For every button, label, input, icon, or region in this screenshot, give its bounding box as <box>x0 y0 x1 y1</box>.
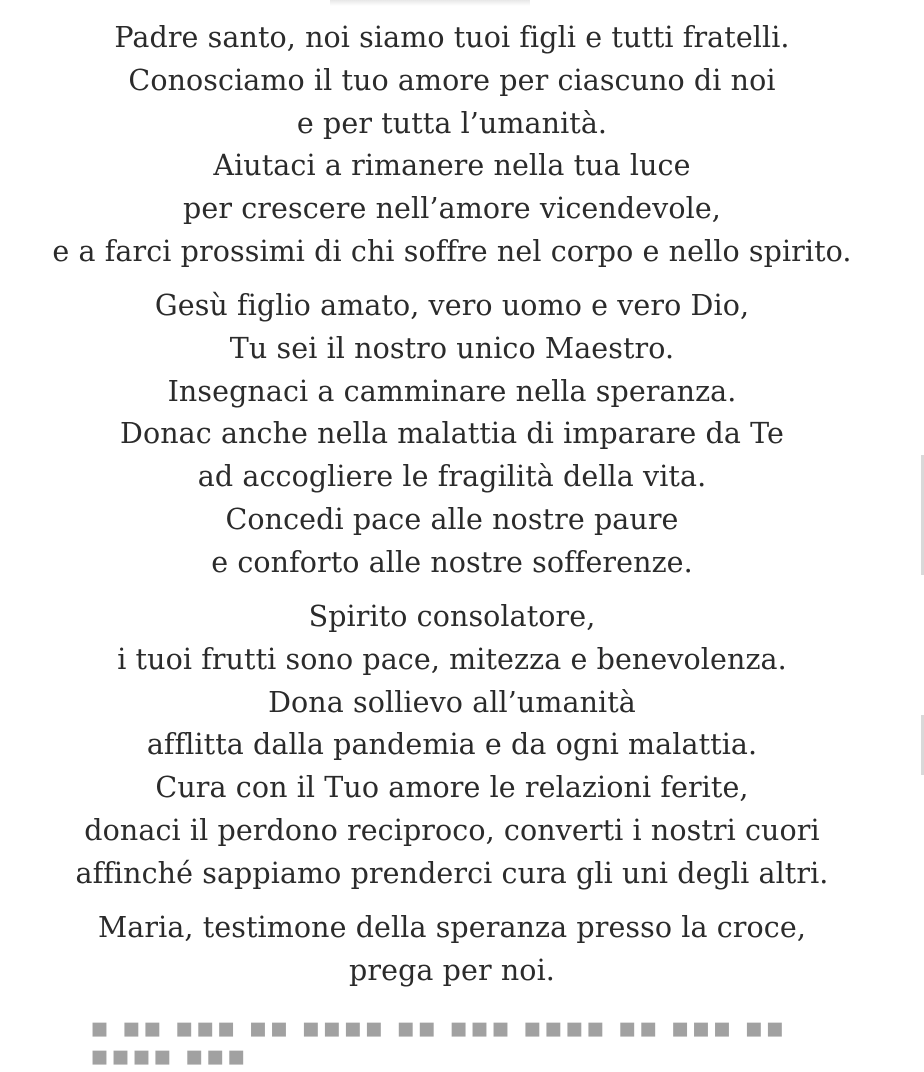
prayer-line: Insegnaci a camminare nella speranza. <box>167 374 737 408</box>
prayer-line: Tu sei il nostro unico Maestro. <box>229 331 675 365</box>
prayer-line: e a farci prossimi di chi soffre nel corpo e nello spirito. <box>52 234 852 268</box>
prayer-line: Donac anche nella malattia di imparare da Te <box>120 417 784 451</box>
prayer-line: Cura con il Tuo amore le relazioni ferite, <box>155 771 749 805</box>
cropped-text-fragment: ▪ ▪▪ ▪▪▪ ▪▪ ▪▪▪▪ ▪▪ ▪▪▪ ▪▪▪▪ ▪▪ ▪▪▪ ▪▪ ▪▪▪▪ ▪▪▪ <box>90 1011 787 1072</box>
prayer-line: prega per noi. <box>349 953 555 987</box>
prayer-line: Padre santo, noi siamo tuoi figli e tutti fratelli. <box>114 21 790 54</box>
prayer-line: affinché sappiamo prenderci cura gli uni degli altri. <box>75 856 829 890</box>
prayer-line: e conforto alle nostre sofferenze. <box>211 545 693 579</box>
prayer-line: Spirito consolatore, <box>308 600 596 633</box>
prayer-line: Conosciamo il tuo amore per ciascuno di noi <box>128 63 776 97</box>
prayer-line: i tuoi frutti sono pace, mitezza e benevolenza. <box>117 642 787 676</box>
prayer-line: Aiutaci a rimanere nella tua luce <box>213 149 691 183</box>
stanza-maria <box>0 907 904 993</box>
prayer-line: afflitta dalla pandemia e da ogni malattia. <box>146 728 758 762</box>
cropped-bottom-line <box>90 1011 810 1072</box>
prayer-line: ad accogliere le fragilità della vita. <box>197 460 707 494</box>
stanza-padre <box>0 17 904 274</box>
prayer-line: Dona sollievo all’umanità <box>268 685 636 719</box>
prayer-line: Gesù figlio amato, vero uomo e vero Dio, <box>154 289 750 322</box>
prayer-line: Maria, testimone della speranza presso la croce, <box>98 911 806 944</box>
stanza-gesu <box>0 285 904 585</box>
scan-top-edge <box>330 0 530 6</box>
stanza-spirito <box>0 596 904 896</box>
prayer-line: donaci il perdono reciproco, converti i nostri cuori <box>84 813 820 847</box>
prayer-line: Concedi pace alle nostre paure <box>225 502 679 536</box>
prayer-line: per crescere nell’amore vicendevole, <box>183 192 721 226</box>
prayer-line: e per tutta l’umanità. <box>296 106 608 140</box>
